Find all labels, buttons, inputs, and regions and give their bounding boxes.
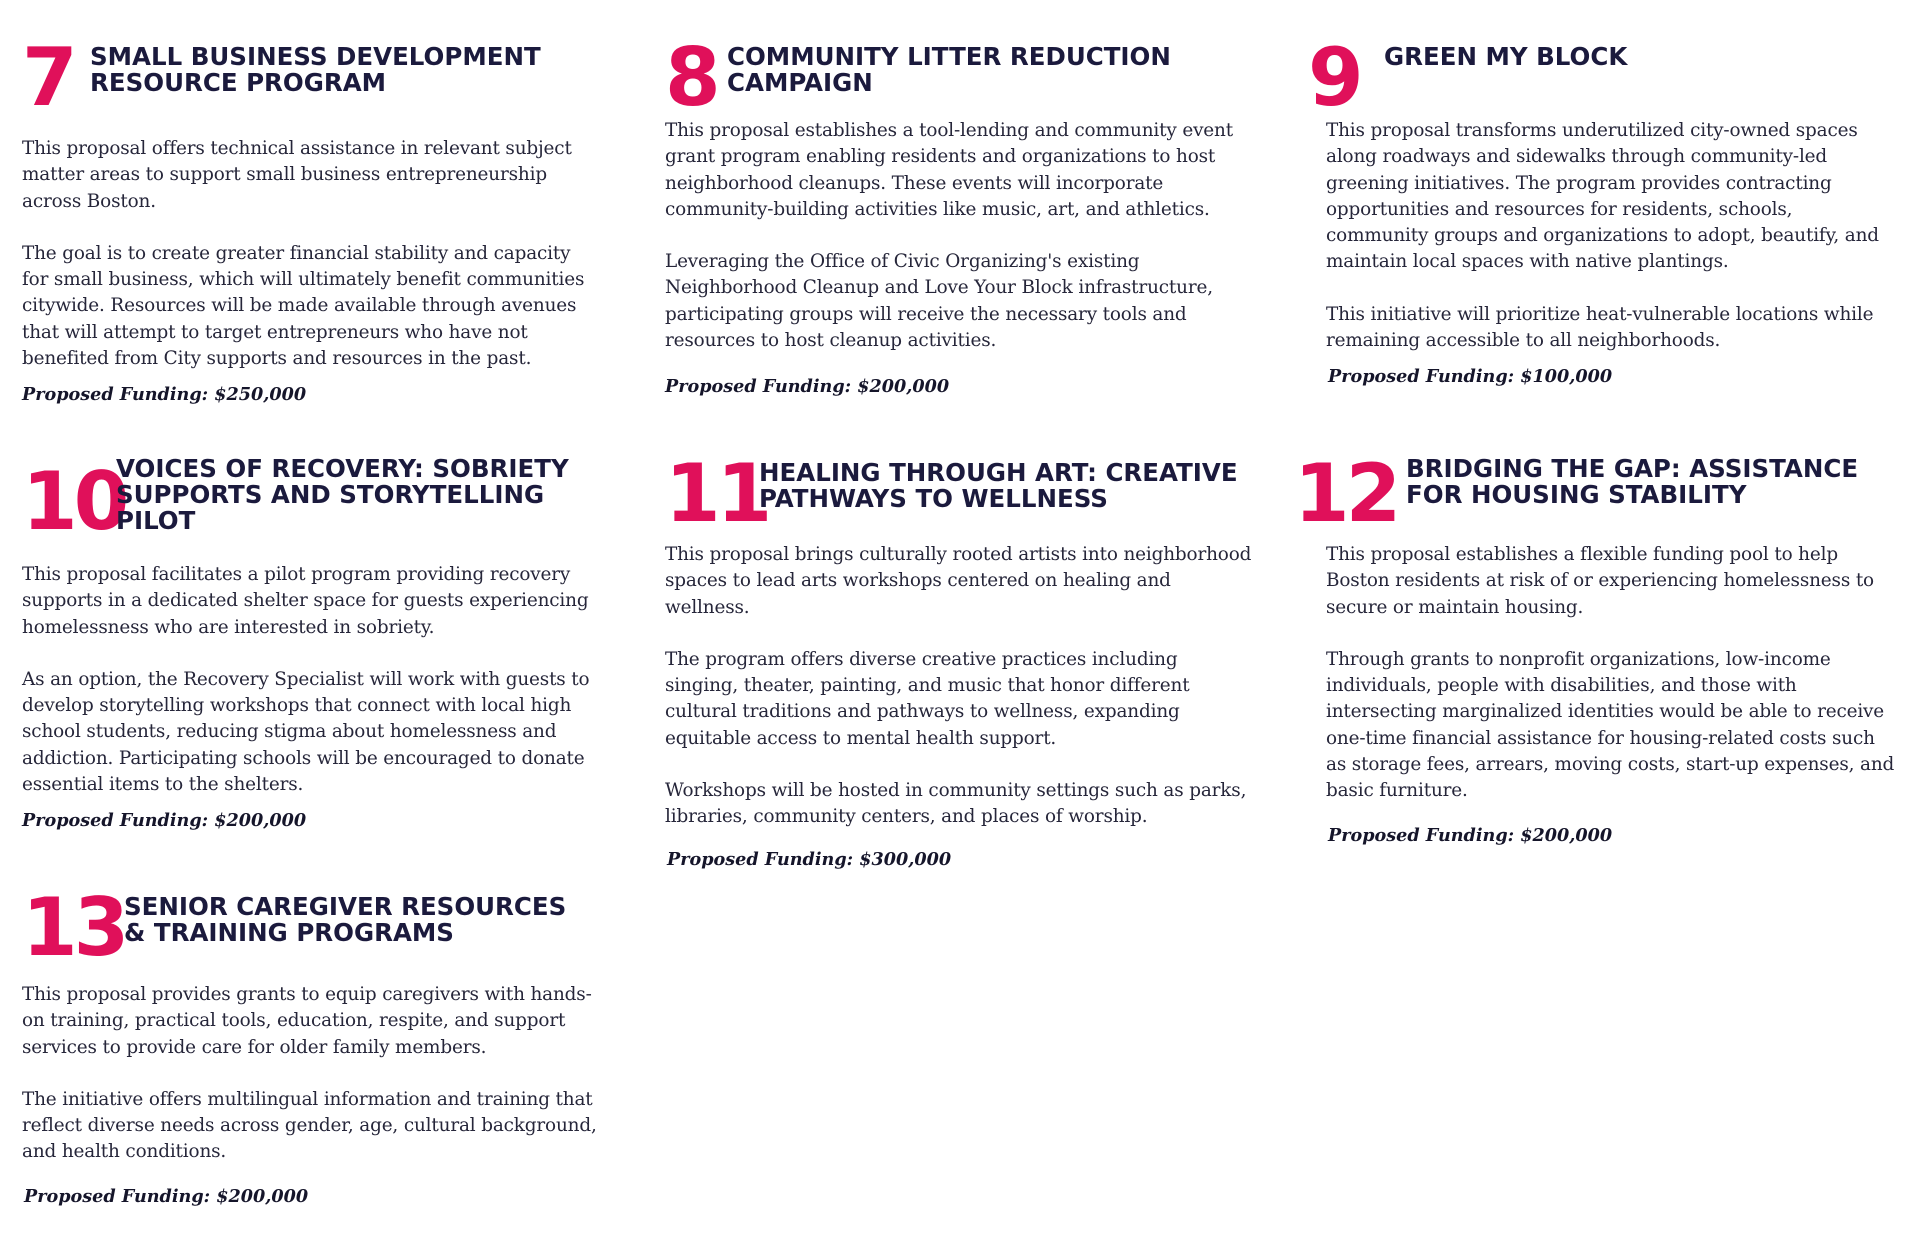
proposal-body	[22, 136, 602, 405]
proposal-paragraph: This proposal establishes a tool-lending and community event grant program enabling residents and organizations to host neighborhood cleanups. These events will incorporate community-building activities like music, art, and athletics.	[665, 120, 1233, 220]
proposal-card-7	[22, 31, 602, 406]
proposal-card-9	[1308, 31, 1898, 388]
funding-label: Proposed Funding:	[667, 848, 854, 870]
proposed-funding	[1328, 825, 1896, 846]
proposed-funding	[24, 1186, 602, 1207]
funding-amount: $200,000	[857, 376, 950, 398]
proposal-paragraph: The goal is to create greater financial stability and capacity for small business, which will ultimately benefit communities citywide. Resources will be made available through avenues that will attempt to target entrepreneurs who have not benefited from City supports and resources in the past.	[22, 242, 585, 370]
proposal-title: GREEN MY BLOCK	[1384, 42, 1628, 71]
proposal-body	[22, 562, 602, 831]
proposal-title: HEALING THROUGH ART: CREATIVE PATHWAYS TO WELLNESS	[759, 458, 1238, 513]
proposal-paragraph: This proposal provides grants to equip caregivers with hands-on training, practical tools, education, respite, and support services to provide care for older family members.	[22, 984, 592, 1058]
proposal-title: COMMUNITY LITTER REDUCTION CAMPAIGN	[727, 42, 1171, 97]
proposal-header	[665, 447, 1255, 542]
proposal-card-8	[665, 31, 1245, 398]
proposal-number: 11	[665, 447, 769, 540]
proposal-title: SENIOR CAREGIVER RESOURCES & TRAINING PROGRAMS	[124, 892, 567, 947]
funding-label: Proposed Funding:	[22, 810, 209, 832]
proposal-paragraph: This proposal establishes a flexible funding pool to help Boston residents at risk of or experiencing homelessness to secure or maintain housing.	[1326, 544, 1874, 618]
proposal-card-13	[22, 881, 602, 1207]
proposal-card-12	[1294, 447, 1898, 846]
funding-label: Proposed Funding:	[24, 1185, 211, 1207]
proposal-number: 8	[665, 31, 717, 124]
proposed-funding	[667, 849, 1255, 870]
funding-amount: $300,000	[859, 848, 952, 870]
proposal-paragraph: This proposal brings culturally rooted artists into neighborhood spaces to lead arts workshops centered on healing and wellness.	[665, 544, 1252, 618]
proposal-paragraph: This proposal facilitates a pilot program providing recovery supports in a dedicated shelter space for guests experiencing homelessness who are interested in sobriety.	[22, 564, 589, 638]
proposal-paragraph: This proposal offers technical assistance in relevant subject matter areas to support small business entrepreneurship across Boston.	[22, 138, 572, 212]
proposal-title: SMALL BUSINESS DEVELOPMENT RESOURCE PROGRAM	[90, 42, 541, 97]
proposal-paragraph: This proposal transforms underutilized city-owned spaces along roadways and sidewalks through community-led greening initiatives. The program provides contracting opportunities and resources for residents, schools, community groups and organizations to adopt, beautify, and maintain local spaces with native plantings.	[1326, 120, 1879, 273]
proposal-number: 7	[22, 31, 74, 124]
proposal-header	[22, 450, 602, 562]
proposal-paragraph: This initiative will prioritize heat-vulnerable locations while remaining accessible to all neighborhoods.	[1326, 303, 1874, 352]
proposed-funding	[22, 384, 602, 405]
proposal-number: 13	[22, 881, 126, 974]
funding-amount: $200,000	[216, 1185, 309, 1207]
funding-label: Proposed Funding:	[22, 384, 209, 406]
proposal-header	[665, 31, 1245, 124]
proposal-header	[22, 31, 602, 136]
proposed-funding	[665, 376, 1245, 397]
proposal-body	[665, 118, 1245, 397]
proposal-title: BRIDGING THE GAP: ASSISTANCE FOR HOUSING STABILITY	[1406, 454, 1859, 509]
funding-label: Proposed Funding:	[665, 376, 852, 398]
proposal-number: 10	[22, 455, 126, 548]
proposal-paragraph: As an option, the Recovery Specialist will work with guests to develop storytelling workshops that connect with local high school students, reducing stigma about homelessness and addiction. Participating schools will be encouraged to donate essential items to the shelters.	[22, 668, 590, 796]
funding-amount: $200,000	[214, 810, 307, 832]
proposal-card-11	[665, 447, 1255, 870]
proposal-header	[1294, 447, 1898, 542]
funding-amount: $100,000	[1520, 366, 1613, 388]
proposal-body	[1326, 118, 1896, 387]
proposal-paragraph: The program offers diverse creative practices including singing, theater, painting, and music that honor different cultural traditions and pathways to wellness, expanding equitable access to mental health support.	[665, 648, 1190, 749]
funding-label: Proposed Funding:	[1328, 824, 1515, 846]
proposal-paragraph: Workshops will be hosted in community settings such as parks, libraries, community centers, and places of worship.	[665, 780, 1247, 828]
funding-amount: $200,000	[1520, 824, 1613, 846]
proposal-body	[22, 982, 602, 1207]
proposal-title: VOICES OF RECOVERY: SOBRIETY SUPPORTS AND STORYTELLING PILOT	[116, 454, 569, 535]
proposal-body	[665, 542, 1255, 870]
proposal-paragraph: Leveraging the Office of Civic Organizing's existing Neighborhood Cleanup and Love Your Block infrastructure, participating groups will receive the necessary tools and resources to host cleanup activities.	[665, 251, 1213, 352]
proposed-funding	[1328, 366, 1896, 387]
proposal-card-10	[22, 450, 602, 831]
proposal-header	[22, 881, 602, 982]
proposal-header	[1308, 31, 1898, 124]
proposal-number: 9	[1308, 31, 1360, 124]
funding-amount: $250,000	[214, 384, 307, 406]
proposal-body	[1326, 542, 1896, 846]
proposal-paragraph: Through grants to nonprofit organizations, low-income individuals, people with disabilities, and those with intersecting marginalized identities would be able to receive one-time financial assistance for housing-related costs such as storage fees, arrears, moving costs, start-up expenses, and basic furniture.	[1326, 648, 1895, 802]
proposal-number: 12	[1294, 447, 1398, 540]
proposed-funding	[22, 810, 602, 831]
proposal-paragraph: The initiative offers multilingual information and training that reflect diverse needs across gender, age, cultural background, and health conditions.	[22, 1088, 597, 1163]
funding-label: Proposed Funding:	[1328, 366, 1515, 388]
